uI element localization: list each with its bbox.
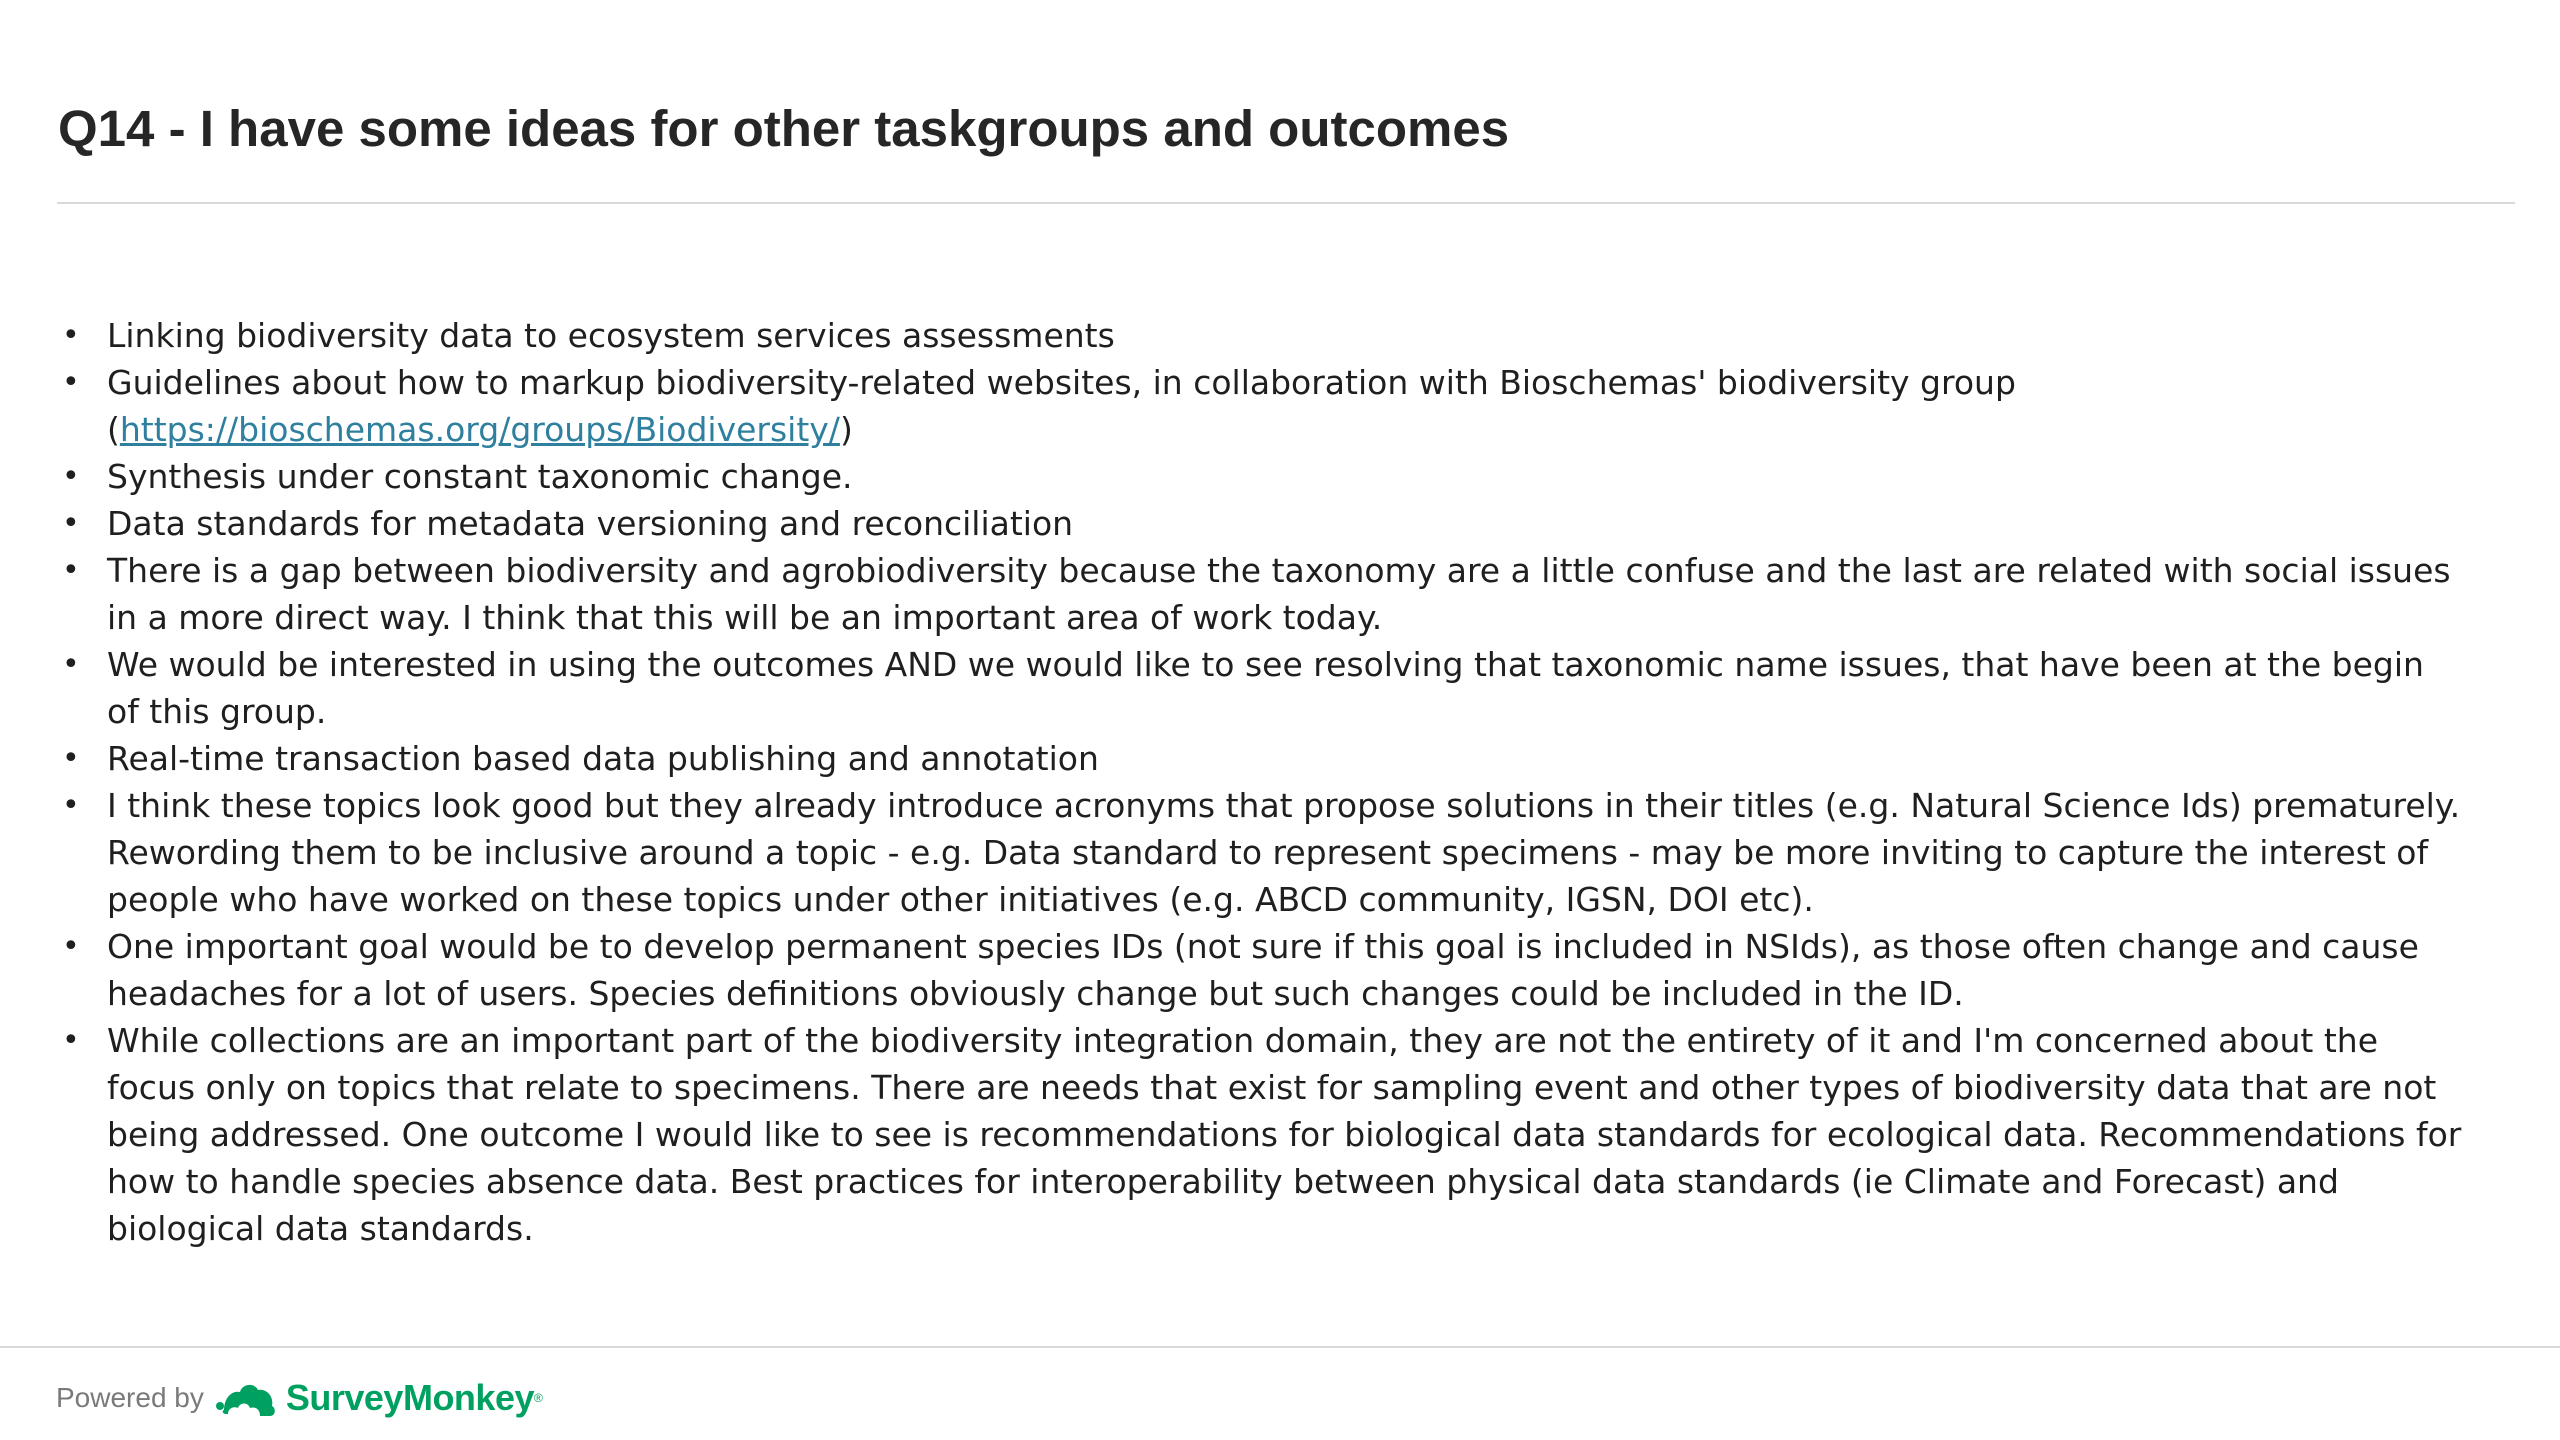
list-item (62, 782, 2462, 923)
bullet-icon: • (62, 647, 80, 682)
answer-text: Guidelines about how to markup biodiversity-related websites, in collaboration with Bioschemas' biodiversity group ( (107, 363, 2016, 449)
list-item (62, 735, 2462, 782)
page-title: Q14 - I have some ideas for other taskgroups and outcomes (58, 100, 1510, 157)
answer-text: Data standards for metadata versioning and reconciliation (107, 504, 1074, 543)
powered-by-label: Powered by (56, 1382, 204, 1413)
list-item (62, 547, 2462, 641)
answer-text: Linking biodiversity data to ecosystem services assessments (107, 316, 1115, 355)
bullet-icon: • (62, 929, 80, 964)
list-item (62, 453, 2462, 500)
answer-text: We would be interested in using the outcomes AND we would like to see resolving that taxonomic name issues, that have been at the begin of this group. (107, 645, 2424, 731)
footer (56, 1370, 543, 1426)
surveymonkey-logo-icon (216, 1376, 278, 1420)
bullet-icon: • (62, 459, 80, 494)
list-item (62, 923, 2462, 1017)
answer-list (62, 312, 2462, 1252)
list-item (62, 1017, 2462, 1252)
list-item (62, 359, 2462, 453)
list-item (62, 312, 2462, 359)
bioschemas-link[interactable]: https://bioschemas.org/groups/Biodiversity/ (119, 410, 840, 449)
title-divider (57, 202, 2515, 204)
bullet-icon: • (62, 506, 80, 541)
bullet-icon: • (62, 741, 80, 776)
answer-text: One important goal would be to develop permanent species IDs (not sure if this goal is included in NSIds), as those often change and cause headaches for a lot of users. Species definitions obviously change but such changes could be included in the ID. (107, 927, 2419, 1013)
answer-text: Synthesis under constant taxonomic change. (107, 457, 853, 496)
bullet-icon: • (62, 318, 80, 353)
answer-text: ) (839, 410, 853, 449)
list-item (62, 500, 2462, 547)
brand-name: SurveyMonkey (285, 1377, 534, 1418)
list-item (62, 641, 2462, 735)
answer-text: While collections are an important part of the biodiversity integration domain, they are not the entirety of it and I'm concerned about the focus only on topics that relate to specimens. There are needs that exist for sampling event and other types of biodiversity data that are not being addressed. One outcome I would like to see is recommendations for biological data standards for ecological data. Recommendations for how to handle species absence data. Best practices for interoperability between physical data standards (ie Climate and Forecast) and biological data standards. (107, 1021, 2462, 1248)
bullet-icon: • (62, 553, 80, 588)
answer-text: Real-time transaction based data publishing and annotation (107, 739, 1099, 778)
answer-text: There is a gap between biodiversity and agrobiodiversity because the taxonomy are a little confuse and the last are related with social issues in a more direct way. I think that this will be an important area of work today. (107, 551, 2451, 637)
registered-mark: ® (533, 1391, 543, 1405)
bullet-icon: • (62, 365, 80, 400)
answer-text: I think these topics look good but they already introduce acronyms that propose solutions in their titles (e.g. Natural Science Ids) prematurely. Rewording them to be inclusive around a topic - e.g. Data standard to represent specimens - may be more inviting to capture the interest of people who have worked on these topics under other initiatives (e.g. ABCD community, IGSN, DOI etc). (107, 786, 2461, 919)
footer-divider (0, 1346, 2560, 1348)
bullet-icon: • (62, 788, 80, 823)
bullet-icon: • (62, 1023, 80, 1058)
